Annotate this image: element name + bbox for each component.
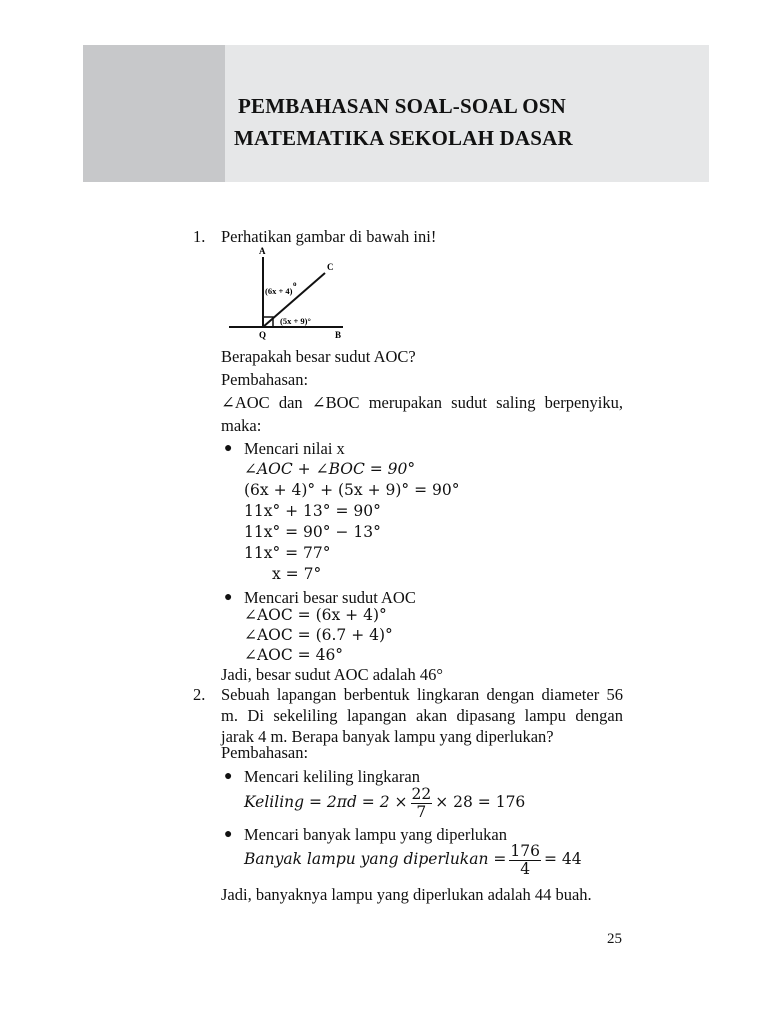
- header-left-panel: [83, 45, 225, 182]
- q1-question: Berapakah besar sudut AOC?: [221, 347, 416, 366]
- fraction-176-4: [509, 843, 541, 878]
- angle-upper-degree: o: [293, 280, 297, 288]
- page-title: [234, 90, 573, 154]
- frac-num: 176: [510, 841, 540, 860]
- formula1-rhs: × 28 = 176: [435, 793, 526, 811]
- angle-upper-label: (6x + 4): [265, 286, 293, 296]
- q2-conclusion: Jadi, banyaknya lampu yang diperlukan adalah 44 buah.: [221, 885, 592, 904]
- q1-aoc-step-2: ∠AOC = (6.7 + 4)°: [244, 626, 393, 644]
- angle-lower-label: (5x + 9)°: [280, 316, 311, 326]
- formula1-lhs: Keliling = 2πd = 2 ×: [244, 793, 408, 811]
- q1-step-6: x = 7°: [272, 565, 322, 583]
- page-number: 25: [607, 931, 622, 947]
- q1-conclusion: Jadi, besar sudut AOC adalah 46°: [221, 665, 443, 684]
- q2-number: 2.: [193, 685, 206, 704]
- q1-intro-line-2: maka:: [221, 416, 262, 435]
- label-c: C: [327, 262, 334, 272]
- q2-formula-lampu: [244, 840, 582, 878]
- q1-bullet2-title: Mencari besar sudut AOC: [244, 588, 416, 607]
- q2-line-3: jarak 4 m. Berapa banyak lampu yang diperlukan?: [221, 727, 554, 746]
- q1-step-1: ∠AOC + ∠BOC = 90°: [244, 460, 416, 478]
- q2-pembahasan: Pembahasan:: [221, 743, 309, 762]
- label-q: Q: [259, 330, 267, 340]
- q2-bullet2-title: Mencari banyak lampu yang diperlukan: [244, 825, 507, 844]
- q1-aoc-step-3: ∠AOC = 46°: [244, 646, 344, 664]
- angle-figure: [225, 245, 355, 340]
- q1-step-5: 11x° = 77°: [244, 544, 331, 562]
- frac-num: 22: [411, 784, 432, 803]
- q1-step-4: 11x° = 90° − 13°: [244, 523, 381, 541]
- q1-bullet1-title: Mencari nilai x: [244, 439, 345, 458]
- q2-line-1: Sebuah lapangan berbentuk lingkaran dengan diameter 56: [221, 685, 623, 704]
- bullet-dot: ●: [224, 769, 233, 784]
- q1-aoc-step-1: ∠AOC = (6x + 4)°: [244, 606, 387, 624]
- formula2-rhs: = 44: [543, 850, 582, 868]
- frac-den: 4: [520, 859, 531, 878]
- label-a: A: [259, 246, 266, 256]
- q1-number: 1.: [193, 227, 206, 246]
- frac-den: 7: [416, 802, 427, 821]
- bullet-dot: ●: [224, 827, 233, 842]
- q2-formula-keliling: [244, 783, 525, 821]
- q1-pembahasan: Pembahasan:: [221, 370, 309, 389]
- bullet-dot: ●: [224, 441, 233, 456]
- q1-step-3: 11x° + 13° = 90°: [244, 502, 381, 520]
- q1-prompt: Perhatikan gambar di bawah ini!: [221, 227, 437, 246]
- page-title-line-2: MATEMATIKA SEKOLAH DASAR: [234, 126, 573, 150]
- q2-line-2: m. Di sekeliling lapangan akan dipasang lampu dengan: [221, 706, 623, 725]
- label-b: B: [335, 330, 342, 340]
- fraction-22-7: [411, 786, 433, 821]
- q1-step-2: (6x + 4)° + (5x + 9)° = 90°: [244, 481, 460, 499]
- page-title-line-1: PEMBAHASAN SOAL-SOAL OSN: [238, 94, 567, 118]
- q2-bullet1-title: Mencari keliling lingkaran: [244, 767, 420, 786]
- formula2-lhs: Banyak lampu yang diperlukan =: [244, 850, 507, 868]
- bullet-dot: ●: [224, 590, 233, 605]
- q1-intro-line-1: ∠AOC dan ∠BOC merupakan sudut saling berpenyiku,: [221, 393, 623, 412]
